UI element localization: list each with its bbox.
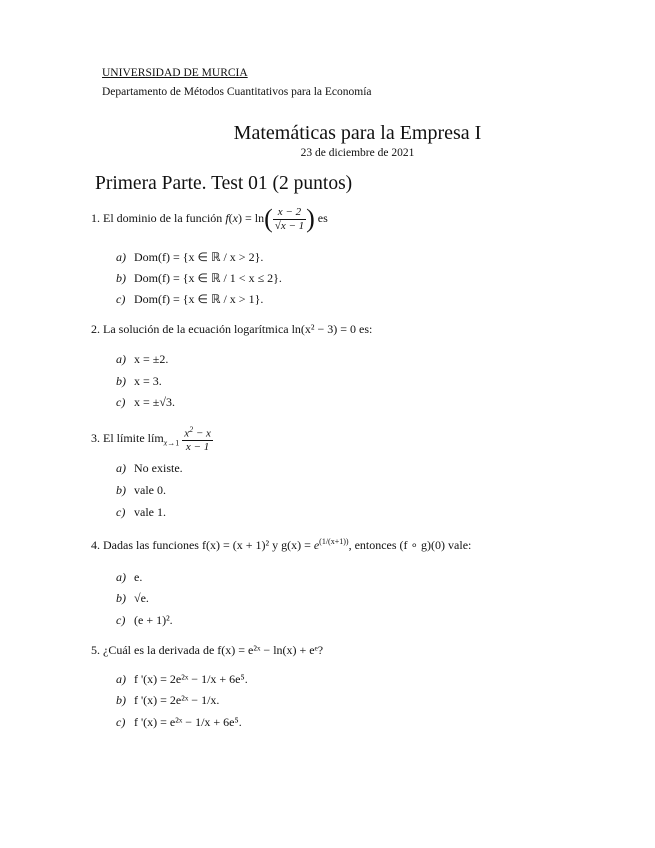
option: b) f '(x) = 2e²ˣ − 1/x. (116, 693, 220, 707)
option: c) (e + 1)². (116, 613, 173, 627)
university-name: UNIVERSIDAD DE MURCIA (102, 67, 248, 79)
option: a) Dom(f) = {x ∈ ℝ / x > 2}. (116, 250, 264, 264)
option: a) e. (116, 570, 143, 584)
question-2 (91, 322, 372, 337)
question-text: El dominio de la función (103, 210, 223, 225)
option: c) x = ±√3. (116, 395, 175, 409)
question-3: 3. El límite lím$_{x\to 1}$ $\frac{x^2 - x}{x - 1}$ (91, 425, 211, 453)
option: a) f '(x) = 2e²ˣ − 1/x + 6e⁵. (116, 672, 248, 686)
fraction: $\frac{x - 2}{√x - 1}$ (274, 206, 305, 232)
option: c) Dom(f) = {x ∈ ℝ / x > 1}. (116, 292, 264, 306)
question-1: 1. El dominio de la función f(x) = ln( $\frac{x - 2}{√x - 1}$ ) es (91, 204, 328, 233)
question-text: Dadas las funciones f(x) = (x + 1)² y g(x) = (103, 538, 311, 552)
question-text: La solución de la ecuación logarítmica ln(x² − 3) = 0 es: (103, 322, 373, 336)
option: a) x = ±2. (116, 352, 169, 366)
fraction: $\frac{x^2 - x}{x - 1}$ (184, 425, 211, 453)
option: b) x = 3. (116, 374, 162, 388)
exam-title: Matemáticas para la Empresa I (233, 122, 482, 144)
formula: f (225, 210, 229, 225)
option: b) vale 0. (116, 483, 166, 497)
exam-date: 23 de diciembre de 2021 (300, 147, 415, 159)
question-5 (91, 643, 323, 658)
question-number: 2. (91, 322, 100, 336)
question-text: El límite lím (103, 431, 164, 446)
option: b) Dom(f) = {x ∈ ℝ / 1 < x ≤ 2}. (116, 271, 282, 285)
question-number: 5. (91, 643, 100, 657)
option: c) vale 1. (116, 505, 166, 519)
part-heading: Primera Parte. Test 01 (2 puntos) (95, 173, 353, 194)
question-4: 4. Dadas las funciones f(x) = (x + 1)² y g(x) = e (1/(x+1)) , entonces (f ∘ g)(0) vale: (91, 537, 472, 552)
question-suffix: , entonces (f ∘ g)(0) vale: (348, 538, 472, 552)
question-number: 3. (91, 431, 100, 446)
question-number: 1. (91, 210, 100, 225)
option: b) √e. (116, 591, 149, 605)
option: c) f '(x) = e²ˣ − 1/x + 6e⁵. (116, 715, 242, 729)
exponent-fraction: (1/(x+1)) (319, 537, 349, 546)
department-name: Departamento de Métodos Cuantitativos para la Economía (102, 86, 372, 98)
question-number: 4. (91, 538, 100, 552)
question-text: ¿Cuál es la derivada de f(x) = e²ˣ − ln(x) + eᵉ? (103, 643, 324, 657)
option: a) No existe. (116, 461, 183, 475)
question-suffix: es (317, 210, 328, 225)
